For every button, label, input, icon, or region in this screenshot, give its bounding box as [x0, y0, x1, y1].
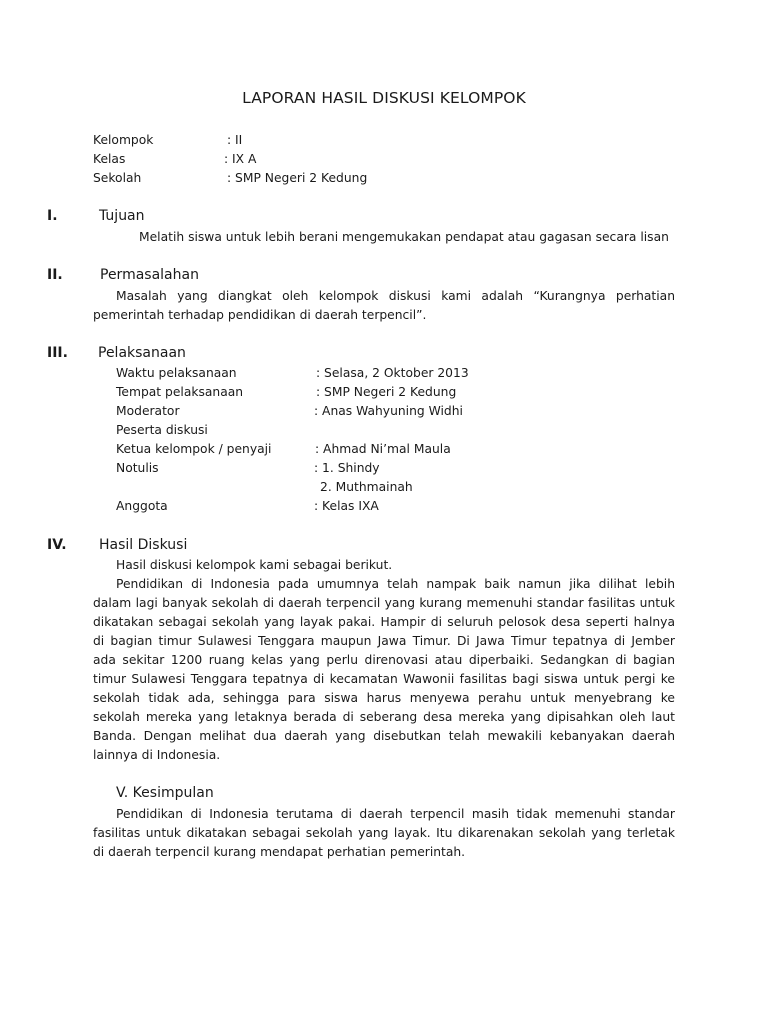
- row-value: : 1. Shindy: [314, 461, 380, 475]
- paragraph-line: di daerah terpencil kurang mendapat perhatian pemerintah.: [93, 845, 466, 859]
- paragraph-line: fasilitas untuk dikatakan sebagai sekolah yang layak. Itu dikarenakan sekolah yang terletak: [93, 826, 675, 840]
- paragraph-line: dikatakan sebagai sekolah yang layak pakai. Hampir di seluruh pelosok desa seperti halnya: [93, 615, 675, 629]
- row-label: Anggota: [116, 499, 168, 513]
- row-value: : Selasa, 2 Oktober 2013: [316, 366, 469, 380]
- row-label: Ketua kelompok / penyaji: [116, 442, 272, 456]
- row-value: : Kelas IXA: [314, 499, 379, 513]
- paragraph-line: dalam lagi banyak sekolah di daerah terpencil yang kurang memenuhi standar fasilitas untuk: [93, 596, 675, 610]
- group-value: : II: [227, 133, 243, 147]
- hasil-paragraph: [93, 575, 675, 765]
- class-label: Kelas: [93, 152, 126, 166]
- class-value: : IX A: [224, 152, 257, 166]
- section-title: Tujuan: [99, 208, 145, 224]
- paragraph-line: lainnya di Indonesia.: [93, 748, 221, 762]
- row-value: : Anas Wahyuning Widhi: [314, 404, 463, 418]
- row-value: : SMP Negeri 2 Kedung: [316, 385, 457, 399]
- tujuan-text: Melatih siswa untuk lebih berani mengemukakan pendapat atau gagasan secara lisan: [139, 230, 669, 244]
- row-value: : Ahmad Ni’mal Maula: [315, 442, 451, 456]
- row-label: Tempat pelaksanaan: [116, 385, 244, 399]
- paragraph-line: ada sekitar 1200 ruang kelas yang perlu direnovasi atau diperbaiki. Sedangkan di bagian: [93, 653, 675, 667]
- paragraph-line: Pendidikan di Indonesia terutama di daerah terpencil masih tidak memenuhi standar: [116, 807, 675, 821]
- hasil-intro: Hasil diskusi kelompok kami sebagai berikut.: [116, 558, 393, 572]
- permasalahan-paragraph: [93, 287, 675, 325]
- row-label: Notulis: [116, 461, 159, 475]
- school-value: : SMP Negeri 2 Kedung: [227, 171, 368, 185]
- kesimpulan-paragraph: [93, 805, 675, 862]
- row-label: Moderator: [116, 404, 180, 418]
- paragraph-line: timur Sulawesi Tenggara tepatnya di kecamatan Wawonii fasilitas bagi siswa untuk pergi ke: [93, 672, 675, 686]
- paragraph-line: sekolah tidak ada, sehingga para siswa harus menyewa perahu untuk menyebrang ke: [93, 691, 675, 705]
- section-title: Hasil Diskusi: [99, 537, 188, 553]
- section-number: II.: [47, 267, 63, 283]
- document-title: LAPORAN HASIL DISKUSI KELOMPOK: [242, 89, 526, 107]
- paragraph-line: di bagian timur Sulawesi Tenggara maupun Jawa Timur. Di Jawa Timur tepatnya di Jember: [93, 634, 675, 648]
- paragraph-line: Pendidikan di Indonesia pada umumnya telah nampak baik namun jika dilihat lebih: [116, 577, 675, 591]
- row-label: Peserta diskusi: [116, 423, 208, 437]
- row-label: Waktu pelaksanaan: [116, 366, 237, 380]
- section-number: I.: [47, 208, 58, 224]
- group-label: Kelompok: [93, 133, 154, 147]
- row-value: 2. Muthmainah: [320, 480, 413, 494]
- paragraph-line: pemerintah terhadap pendidikan di daerah terpencil”.: [93, 308, 427, 322]
- paragraph-line: Masalah yang diangkat oleh kelompok diskusi kami adalah “Kurangnya perhatian: [116, 289, 675, 303]
- section-number: III.: [47, 345, 68, 361]
- section-title: V. Kesimpulan: [116, 785, 214, 801]
- section-number: IV.: [47, 537, 67, 553]
- section-title: Pelaksanaan: [98, 345, 186, 361]
- school-label: Sekolah: [93, 171, 142, 185]
- paragraph-line: sekolah mereka yang letaknya berada di seberang desa mereka yang dipisahkan oleh laut: [93, 710, 675, 724]
- section-title: Permasalahan: [100, 267, 199, 283]
- paragraph-line: Banda. Dengan melihat dua daerah yang disebutkan telah mewakili kebanyakan daerah: [93, 729, 675, 743]
